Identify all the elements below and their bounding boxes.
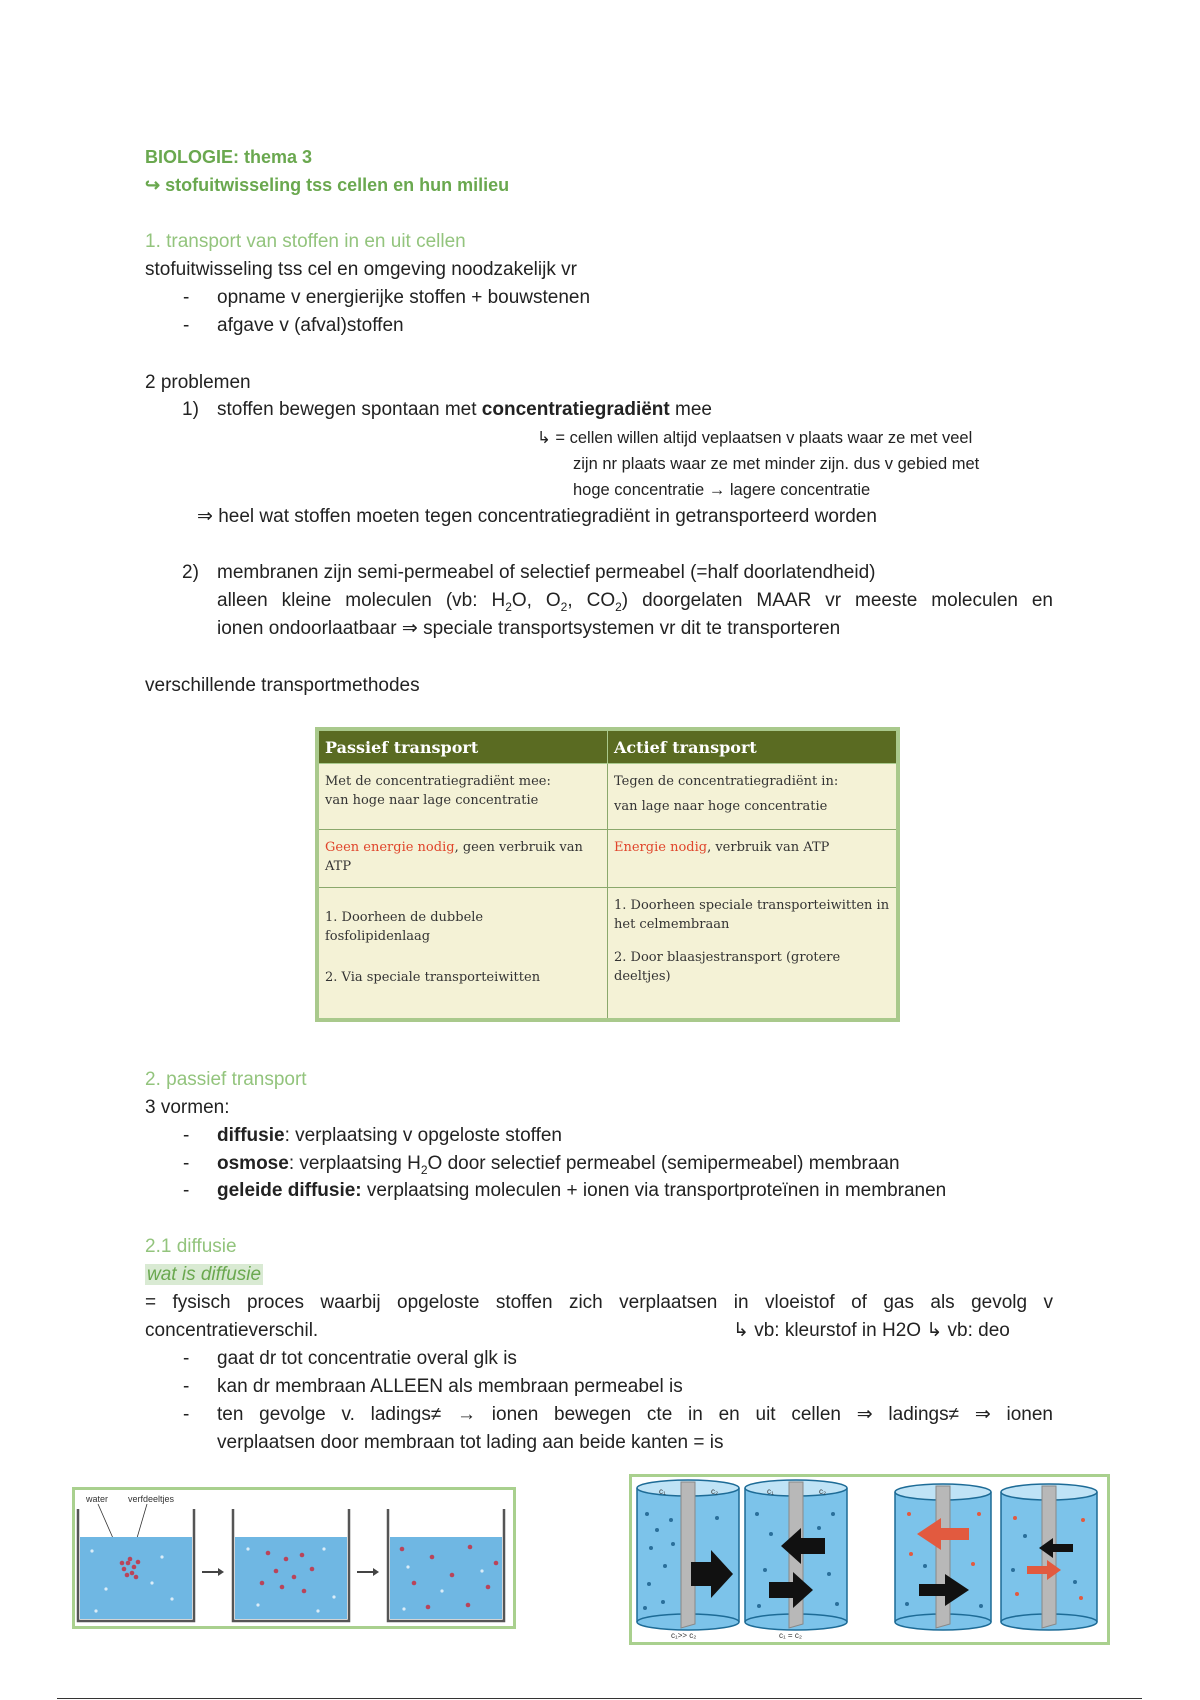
section-1-heading: 1. transport van stoffen in en uit cellen bbox=[145, 231, 466, 252]
bullet-dash: - bbox=[183, 1180, 190, 1201]
diffusion-beakers-figure bbox=[72, 1487, 516, 1629]
membrane-cylinders-figure bbox=[629, 1474, 1110, 1645]
transport-table bbox=[315, 727, 900, 1022]
diffusion-definition: = fysisch proces waarbij opgeloste stoffen zich verplaatsen in vloeistof of gas als gevolg v bbox=[145, 1292, 1053, 1313]
cylinder-1 bbox=[637, 1480, 739, 1630]
diffusion-definition: concentratieverschil. bbox=[145, 1320, 319, 1341]
svg-text:c₁: c₁ bbox=[659, 1487, 666, 1496]
section-2-intro: 3 vormen: bbox=[145, 1097, 230, 1118]
list-item: opname v energierijke stoffen + bouwstenen bbox=[217, 287, 591, 308]
problem-1-number: 1) bbox=[182, 399, 199, 420]
table-header: Passief transport bbox=[317, 729, 608, 764]
caption-c1-equals-c2: c₁ = c₂ bbox=[779, 1631, 802, 1640]
list-item: gaat dr tot concentratie overal glk is bbox=[217, 1348, 517, 1369]
problem-2-text: membranen zijn semi-permeabel of selectief permeabel (=half doorlatendheid) bbox=[217, 562, 876, 583]
table-cell: Met de concentratiegradiënt mee: van hoge naar lage concentratie bbox=[317, 764, 608, 830]
list-item: afgave v (afval)stoffen bbox=[217, 315, 404, 336]
problem-1-text: stoffen bewegen spontaan met concentratiegradiënt mee bbox=[217, 399, 712, 420]
hook-arrow-icon: ↪ bbox=[145, 175, 161, 195]
list-item: verplaatsen door membraan tot lading aan beide kanten = is bbox=[217, 1432, 724, 1453]
svg-text:c₂: c₂ bbox=[819, 1487, 827, 1496]
problem-2-text: alleen kleine moleculen (vb: $H_2O$, $O_2$, $CO_2$) doorgelaten MAAR vr meeste moleculen en bbox=[217, 590, 1053, 614]
bullet-dash: - bbox=[183, 1348, 190, 1369]
list-item: ten gevolge v. ladings≠ → ionen bewegen cte in en uit cellen ⇒ ladings≠ ⇒ ionen bbox=[217, 1404, 1053, 1425]
section-2-1-heading: 2.1 diffusie bbox=[145, 1236, 237, 1257]
problems-label: 2 problemen bbox=[145, 372, 251, 393]
cylinder-2 bbox=[745, 1480, 847, 1630]
document-title: BIOLOGIE: thema 3 bbox=[145, 147, 313, 167]
document-subtitle: ↪ stofuitwisseling tss cellen en hun milieu bbox=[145, 175, 510, 195]
svg-text:c₁: c₁ bbox=[767, 1487, 774, 1496]
section-2-heading: 2. passief transport bbox=[145, 1069, 307, 1090]
bullet-dash: - bbox=[183, 315, 190, 336]
table-header: Actief transport bbox=[608, 729, 899, 764]
table-cell: 1. Doorheen de dubbele fosfolipidenlaag 2. Via speciale transporteiwitten bbox=[317, 888, 608, 1020]
problem-1-note: zijn nr plaats waar ze met minder zijn. dus v gebied met bbox=[573, 455, 980, 473]
caption-c1-much-greater: c₁>> c₂ bbox=[671, 1631, 697, 1640]
bullet-dash: - bbox=[183, 1404, 190, 1425]
problem-2-number: 2) bbox=[182, 562, 199, 583]
table-cell: 1. Doorheen speciale transporteiwitten in het celmembraan 2. Door blaasjestransport (grotere deeltjes) bbox=[608, 888, 899, 1020]
list-item: kan dr membraan ALLEEN als membraan permeabel is bbox=[217, 1376, 683, 1397]
table-cell: Tegen de concentratiegradiënt in: van lage naar hoge concentratie bbox=[608, 764, 899, 830]
svg-text:c₂: c₂ bbox=[711, 1487, 719, 1496]
label-water: water bbox=[86, 1494, 109, 1504]
table-cell: Energie nodig, verbruik van ATP bbox=[608, 830, 899, 888]
section-1-intro: stofuitwisseling tss cel en omgeving noodzakelijk vr bbox=[145, 259, 577, 280]
diffusion-examples: ↳ vb: kleurstof in H2O ↳ vb: deo bbox=[733, 1320, 1010, 1341]
problem-2-text: ionen ondoorlaatbaar ⇒ speciale transportsystemen vr dit te transporteren bbox=[217, 618, 841, 639]
page-divider bbox=[57, 1698, 1142, 1699]
problem-1-note: hoge concentratie → lagere concentratie bbox=[573, 481, 871, 499]
problem-1-note: ↳ = cellen willen altijd veplaatsen v plaats waar ze met veel bbox=[537, 429, 973, 447]
label-particles: verfdeeltjes bbox=[128, 1494, 175, 1504]
bullet-dash: - bbox=[183, 1125, 190, 1146]
bullet-dash: - bbox=[183, 1153, 190, 1174]
table-cell: Geen energie nodig, geen verbruik van ATP bbox=[317, 830, 608, 888]
bullet-dash: - bbox=[183, 1376, 190, 1397]
list-item: diffusie: verplaatsing v opgeloste stoffen bbox=[217, 1125, 563, 1146]
bullet-dash: - bbox=[183, 287, 190, 308]
methods-label: verschillende transportmethodes bbox=[145, 675, 420, 696]
list-item: osmose: verplaatsing $H_2O$ door selectief permeabel (semipermeabel) membraan bbox=[217, 1153, 900, 1177]
problem-1-conclusion: ⇒ heel wat stoffen moeten tegen concentratiegradiënt in getransporteerd worden bbox=[197, 506, 877, 527]
highlighted-question: wat is diffusie bbox=[147, 1264, 262, 1285]
list-item: geleide diffusie: verplaatsing moleculen + ionen via transportproteïnen in membranen bbox=[217, 1180, 947, 1201]
cylinder-4 bbox=[1001, 1484, 1097, 1630]
cylinder-3 bbox=[895, 1484, 991, 1630]
